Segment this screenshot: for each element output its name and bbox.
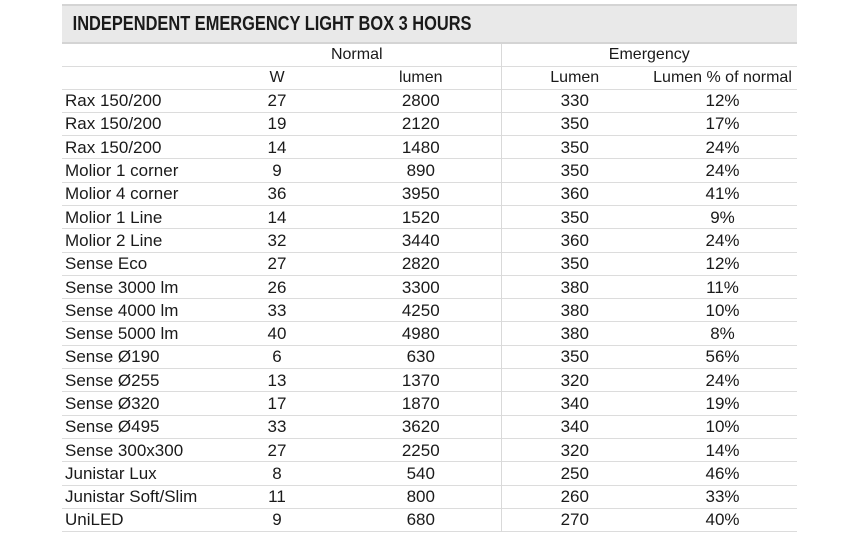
lumen-percent-cell: 24% xyxy=(705,370,740,390)
table-body xyxy=(62,89,797,532)
emergency-lumen-cell: 350 xyxy=(501,112,648,135)
table-row xyxy=(62,415,797,438)
product-name-cell: Molior 1 corner xyxy=(65,161,179,181)
normal-lumen-cell: 630 xyxy=(406,347,435,367)
normal-lumen-cell: 1520 xyxy=(401,207,440,227)
product-name-cell: Sense Ø495 xyxy=(65,417,160,437)
emergency-lumen-cell: 350 xyxy=(501,252,648,275)
emergency-lumen-cell: 350 xyxy=(501,205,648,228)
table-row xyxy=(62,252,797,275)
emergency-light-table xyxy=(62,44,797,532)
table-row xyxy=(62,159,797,182)
watt-cell: 33 xyxy=(267,417,287,437)
normal-lumen-cell: 4250 xyxy=(401,300,440,320)
emergency-lumen-cell: 270 xyxy=(501,508,648,531)
watt-cell: 19 xyxy=(267,114,287,134)
watt-cell: 27 xyxy=(267,254,287,274)
lumen-percent-cell: 56% xyxy=(705,347,740,367)
column-header-lumen-percent: Lumen % of normal xyxy=(653,68,792,86)
watt-cell: 13 xyxy=(267,370,287,390)
lumen-percent-cell: 14% xyxy=(705,440,740,460)
lumen-percent-cell: 12% xyxy=(705,254,740,274)
table-title-bar xyxy=(62,4,797,44)
table-row xyxy=(62,182,797,205)
product-name-cell: Sense 5000 lm xyxy=(65,324,179,344)
lumen-percent-cell: 41% xyxy=(705,184,740,204)
group-header-emergency: Emergency xyxy=(501,44,797,66)
product-name-cell: UniLED xyxy=(65,510,124,530)
lumen-percent-cell: 24% xyxy=(705,137,740,157)
product-name-cell: Sense Ø190 xyxy=(65,347,160,367)
emergency-lumen-cell: 350 xyxy=(501,159,648,182)
lumen-percent-cell: 40% xyxy=(705,510,740,530)
watt-cell: 9 xyxy=(272,510,282,530)
column-header-row xyxy=(62,66,797,89)
table-row xyxy=(62,345,797,368)
watt-cell: 9 xyxy=(272,161,282,181)
emergency-lumen-cell: 380 xyxy=(501,322,648,345)
emergency-lumen-cell: 380 xyxy=(501,299,648,322)
table-row xyxy=(62,299,797,322)
product-name-cell: Sense 300x300 xyxy=(65,440,184,460)
lumen-percent-cell: 33% xyxy=(705,487,740,507)
page-title: INDEPENDENT EMERGENCY LIGHT BOX 3 HOURS xyxy=(72,13,472,35)
lumen-percent-cell: 24% xyxy=(705,161,740,181)
normal-lumen-cell: 2800 xyxy=(401,91,440,111)
table-row xyxy=(62,369,797,392)
table-row xyxy=(62,438,797,461)
product-name-cell: Molior 2 Line xyxy=(65,230,163,250)
watt-cell: 14 xyxy=(267,207,287,227)
emergency-lumen-cell: 350 xyxy=(501,345,648,368)
watt-cell: 17 xyxy=(267,394,287,413)
normal-lumen-cell: 680 xyxy=(406,510,435,530)
product-name-cell: Rax 150/200 xyxy=(65,91,162,111)
product-name-cell: Sense Ø320 xyxy=(65,394,160,413)
watt-cell: 27 xyxy=(267,91,287,111)
normal-lumen-cell: 1480 xyxy=(401,137,440,157)
normal-lumen-cell: 2250 xyxy=(401,440,440,460)
emergency-lumen-cell: 340 xyxy=(501,392,648,415)
column-header-normal-lumen: lumen xyxy=(398,68,443,86)
product-name-cell: Molior 4 corner xyxy=(65,184,179,204)
table-row xyxy=(62,462,797,485)
table-row xyxy=(62,485,797,508)
lumen-percent-cell: 46% xyxy=(705,463,740,483)
normal-lumen-cell: 540 xyxy=(406,463,435,483)
lumen-percent-cell: 10% xyxy=(705,300,740,320)
normal-lumen-cell: 800 xyxy=(406,487,435,507)
watt-cell: 11 xyxy=(268,487,286,507)
lumen-percent-cell: 9% xyxy=(710,207,735,227)
normal-lumen-cell: 4980 xyxy=(401,324,440,344)
emergency-lumen-cell: 340 xyxy=(501,415,648,438)
table-row xyxy=(62,136,797,159)
emergency-lumen-cell: 320 xyxy=(501,369,648,392)
emergency-lumen-cell: 360 xyxy=(501,182,648,205)
normal-lumen-cell: 2120 xyxy=(401,114,440,134)
product-name-cell: Junistar Lux xyxy=(65,463,157,483)
emergency-lumen-cell: 380 xyxy=(501,275,648,298)
table-row xyxy=(62,229,797,252)
emergency-lumen-cell: 360 xyxy=(501,229,648,252)
emergency-lumen-cell: 350 xyxy=(501,136,648,159)
product-name-cell: Rax 150/200 xyxy=(65,137,162,157)
table-row xyxy=(62,392,797,415)
lumen-percent-cell: 19% xyxy=(705,394,740,413)
lumen-percent-cell: 17% xyxy=(705,114,740,134)
normal-lumen-cell: 1870 xyxy=(401,394,440,413)
table-row xyxy=(62,508,797,531)
normal-lumen-cell: 3620 xyxy=(401,417,440,437)
watt-cell: 27 xyxy=(267,440,287,460)
watt-cell: 32 xyxy=(267,230,287,250)
normal-lumen-cell: 3950 xyxy=(401,184,440,204)
group-header-row xyxy=(62,44,797,66)
column-header-watt: W xyxy=(269,68,285,86)
column-header-product xyxy=(62,66,213,89)
watt-cell: 36 xyxy=(267,184,287,204)
lumen-percent-cell: 24% xyxy=(705,230,740,250)
watt-cell: 26 xyxy=(267,277,287,297)
emergency-lumen-cell: 260 xyxy=(501,485,648,508)
table-row xyxy=(62,322,797,345)
table-row xyxy=(62,89,797,112)
normal-lumen-cell: 2820 xyxy=(401,254,440,274)
watt-cell: 6 xyxy=(272,347,282,367)
watt-cell: 8 xyxy=(272,463,282,483)
product-name-cell: Rax 150/200 xyxy=(65,114,162,134)
lumen-percent-cell: 11% xyxy=(706,277,739,297)
product-name-cell: Sense Ø255 xyxy=(65,370,160,390)
group-header-normal: Normal xyxy=(330,45,383,63)
lumen-percent-cell: 10% xyxy=(705,417,740,437)
normal-lumen-cell: 1370 xyxy=(401,370,440,390)
product-name-cell: Sense Eco xyxy=(65,254,148,274)
watt-cell: 33 xyxy=(267,300,287,320)
normal-lumen-cell: 3300 xyxy=(401,277,440,297)
watt-cell: 40 xyxy=(267,324,287,344)
watt-cell: 14 xyxy=(267,137,287,157)
product-name-cell: Sense 3000 lm xyxy=(65,277,179,297)
product-name-cell: Junistar Soft/Slim xyxy=(65,487,198,507)
table-row xyxy=(62,205,797,228)
normal-lumen-cell: 3440 xyxy=(401,230,440,250)
lumen-percent-cell: 12% xyxy=(705,91,740,111)
table-row xyxy=(62,112,797,135)
product-name-cell: Molior 1 Line xyxy=(65,207,163,227)
emergency-lumen-cell: 330 xyxy=(501,89,648,112)
normal-lumen-cell: 890 xyxy=(406,161,435,181)
product-name-cell: Sense 4000 lm xyxy=(65,300,179,320)
lumen-percent-cell: 8% xyxy=(710,324,735,344)
group-header-spacer xyxy=(62,44,213,66)
emergency-lumen-cell: 320 xyxy=(501,438,648,461)
emergency-lumen-cell: 250 xyxy=(501,462,648,485)
table-row xyxy=(62,275,797,298)
column-header-emergency-lumen: Lumen xyxy=(501,66,648,89)
